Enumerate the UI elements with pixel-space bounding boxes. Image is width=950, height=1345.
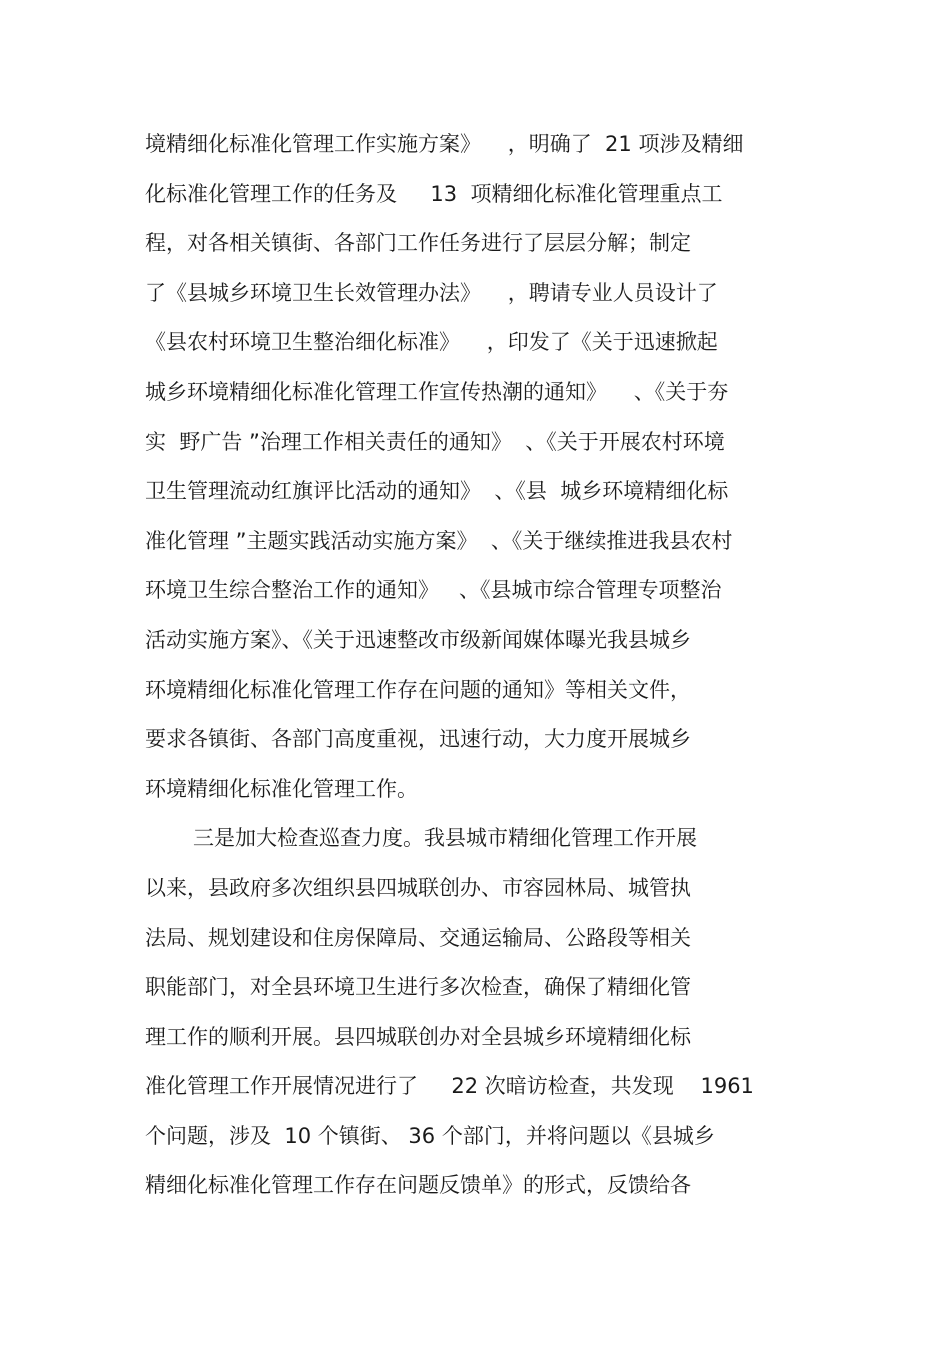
text-line: 城乡环境精细化标准化管理工作宣传热潮的通知》 、《关于夯 [145,379,729,404]
text-line: 准化管理工作开展情况进行了 22 次暗访检查，共发现 1961 [145,1074,754,1099]
body-text [145,120,845,1211]
text-line: 个问题，涉及 10 个镇街、 36 个部门，并将问题以《县城乡 [145,1123,715,1148]
text-line: 以来，县政府多次组织县四城联创办、市容园林局、城管执 [145,875,691,900]
text-line: 精细化标准化管理工作存在问题反馈单》的形式，反馈给各 [145,1173,691,1198]
text-line: 化标准化管理工作的任务及 13 项精细化标准化管理重点工 [145,181,723,206]
text-line: 了《县城乡环境卫生长效管理办法》 ，聘请专业人员设计了 [145,280,718,305]
paragraph-first-line: 三是加大检查巡查力度。我县城市精细化管理工作开展 [193,826,697,851]
text-line: 准化管理 ”主题实践活动实施方案》 、《关于继续推进我县农村 [145,528,733,553]
text-line: 卫生管理流动红旗评比活动的通知》 、《县 城乡环境精细化标 [145,479,729,504]
text-line: 境精细化标准化管理工作实施方案》 ，明确了 21 项涉及精细 [145,132,744,156]
text-line: 理工作的顺利开展。县四城联创办对全县城乡环境精细化标 [145,1024,691,1049]
text-line: 职能部门，对全县环境卫生进行多次检查，确保了精细化管 [145,975,691,1000]
text-line: 《县农村环境卫生整治细化标准》 ，印发了《关于迅速掀起 [145,330,718,355]
text-line: 程，对各相关镇街、各部门工作任务进行了层层分解；制定 [145,231,691,256]
text-line: 实 野广告 ”治理工作相关责任的通知》 、《关于开展农村环境 [145,429,725,454]
text-line: 法局、规划建设和住房保障局、交通运输局、公路段等相关 [145,925,691,950]
text-line: 活动实施方案》、《关于迅速整改市级新闻媒体曝光我县城乡 [145,627,691,652]
text-line: 环境精细化标准化管理工作存在问题的通知》等相关文件， [145,677,691,702]
text-line: 环境精细化标准化管理工作。 [145,776,418,801]
text-line: 环境卫生综合整治工作的通知》 、《县城市综合管理专项整治 [145,578,722,603]
text-line: 要求各镇街、各部门高度重视，迅速行动，大力度开展城乡 [145,727,691,752]
